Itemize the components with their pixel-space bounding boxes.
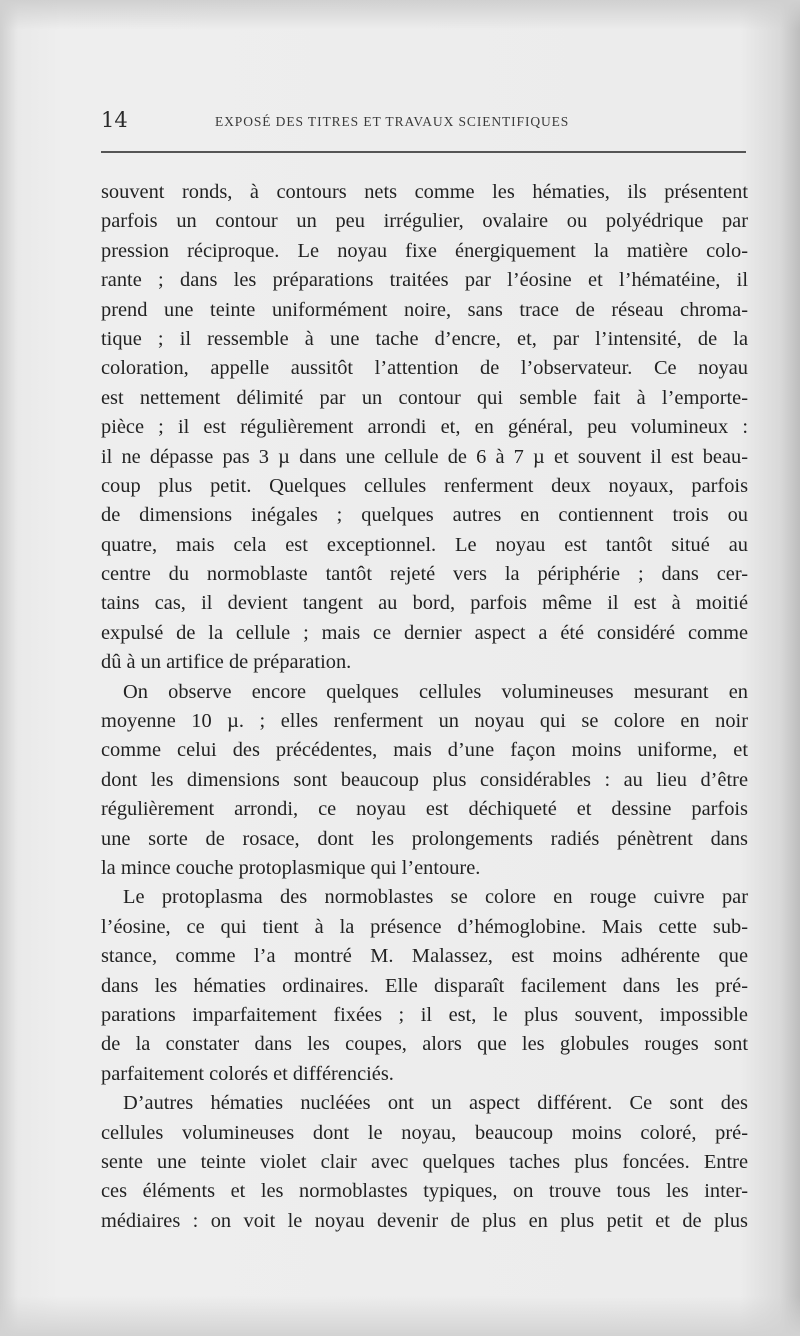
- text-line: pression réciproque. Le noyau fixe énergiquement la matière colo-: [101, 239, 748, 262]
- text-line: parations imparfaitement fixées ; il est, le plus souvent, impossible: [101, 1003, 748, 1026]
- text-line: comme celui des précédentes, mais d’une façon moins uniforme, et: [101, 739, 748, 762]
- page-header: [101, 108, 746, 140]
- text-line: parfaitement colorés et différenciés.: [101, 1062, 394, 1085]
- text-line: une sorte de rosace, dont les prolongements radiés pénètrent dans: [101, 827, 748, 850]
- text-line: dans les hématies ordinaires. Elle disparaît facilement dans les pré-: [101, 974, 748, 997]
- text-line: il ne dépasse pas 3 µ dans une cellule de 6 à 7 µ et souvent il est beau-: [101, 445, 748, 468]
- text-line: la mince couche protoplasmique qui l’entoure.: [101, 856, 481, 879]
- running-title: EXPOSÉ DES TITRES ET TRAVAUX SCIENTIFIQUES: [215, 114, 570, 129]
- page-shadow-bottom: [0, 1296, 800, 1336]
- page-number: 14: [101, 108, 128, 132]
- text-line: expulsé de la cellule ; mais ce dernier aspect a été considéré comme: [101, 621, 748, 644]
- text-line: cellules volumineuses dont le noyau, beaucoup moins coloré, pré-: [101, 1121, 748, 1144]
- text-line: tique ; il ressemble à une tache d’encre, et, par l’intensité, de la: [101, 327, 748, 350]
- header-rule: [101, 151, 746, 153]
- text-line: stance, comme l’a montré M. Malassez, est moins adhérente que: [101, 945, 748, 968]
- text-line: coloration, appelle aussitôt l’attention de l’observateur. Ce noyau: [101, 357, 748, 380]
- text-line: de dimensions inégales ; quelques autres en contiennent trois ou: [101, 504, 748, 527]
- text-line: rante ; dans les préparations traitées par l’éosine et l’hématéine, il: [101, 269, 748, 292]
- text-line: pièce ; il est régulièrement arrondi et, en général, peu volumineux :: [101, 416, 748, 439]
- text-line: dû à un artifice de préparation.: [101, 651, 352, 674]
- text-line: médiaires : on voit le noyau devenir de plus en plus petit et de plus: [101, 1209, 748, 1232]
- text-line: moyenne 10 µ. ; elles renferment un noyau qui se colore en noir: [101, 710, 748, 733]
- page-shadow-top: [0, 0, 800, 30]
- body-text: [101, 178, 748, 1236]
- text-line: D’autres hématies nucléées ont un aspect différent. Ce sont des: [123, 1092, 748, 1115]
- text-line: sente une teinte violet clair avec quelques taches plus foncées. Entre: [101, 1150, 748, 1173]
- text-line: On observe encore quelques cellules volumineuses mesurant en: [123, 680, 748, 703]
- text-line: coup plus petit. Quelques cellules renferment deux noyaux, parfois: [101, 474, 748, 497]
- text-line: souvent ronds, à contours nets comme les hématies, ils présentent: [101, 181, 748, 203]
- text-line: l’éosine, ce qui tient à la présence d’hémoglobine. Mais cette sub-: [101, 915, 748, 938]
- text-line: régulièrement arrondi, ce noyau est déchiqueté et dessine parfois: [101, 798, 748, 821]
- text-line: centre du normoblaste tantôt rejeté vers la périphérie ; dans cer-: [101, 563, 748, 586]
- text-line: de la constater dans les coupes, alors que les globules rouges sont: [101, 1033, 748, 1056]
- text-line: prend une teinte uniformément noire, sans trace de réseau chroma-: [101, 298, 748, 321]
- text-line: ces éléments et les normoblastes typiques, on trouve tous les inter-: [101, 1180, 748, 1203]
- text-line: dont les dimensions sont beaucoup plus considérables : au lieu d’être: [101, 768, 748, 791]
- text-line: est nettement délimité par un contour qui semble fait à l’emporte-: [101, 386, 748, 409]
- text-line: tains cas, il devient tangent au bord, parfois même il est à moitié: [101, 592, 748, 615]
- text-line: Le protoplasma des normoblastes se colore en rouge cuivre par: [123, 886, 748, 909]
- text-line: quatre, mais cela est exceptionnel. Le noyau est tantôt situé au: [101, 533, 748, 556]
- text-line: parfois un contour un peu irrégulier, ovalaire ou polyédrique par: [101, 210, 748, 233]
